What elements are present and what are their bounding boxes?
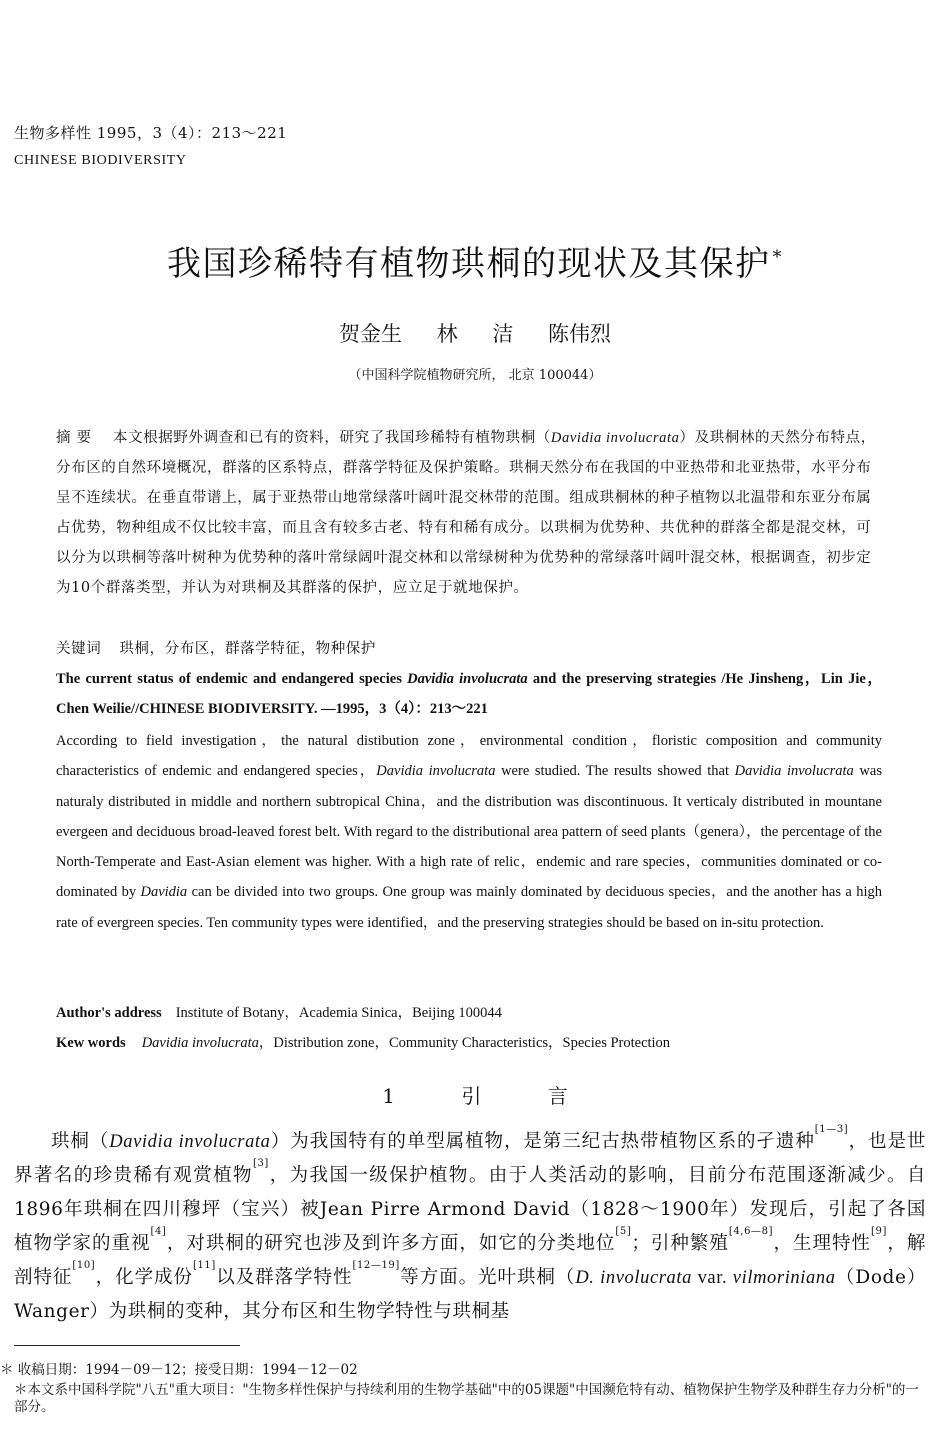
english-abstract-species1: Davidia involucrata xyxy=(376,763,496,780)
english-keywords-species: Davidia involucrata xyxy=(141,1035,259,1051)
section-title: 引 言 xyxy=(461,1084,568,1108)
journal-header: 生物多样性 1995，3（4）：213～221 xyxy=(14,124,288,142)
english-abstract-p1: According to field investigation，the natural distibution zone，environmental condition，floristic composition and community characteristics of endemic and endangered species， xyxy=(56,733,882,780)
intro-text: var. xyxy=(692,1268,733,1288)
intro-text: 以及群落学特性 xyxy=(215,1267,353,1288)
authors: 贺金生 林 洁 陈伟烈 xyxy=(338,322,612,346)
keywords-text: 珙桐，分布区，群落学特征，物种保护 xyxy=(119,641,377,657)
intro-species: D. involucrata xyxy=(575,1268,692,1288)
citation-ref: [10] xyxy=(72,1260,96,1271)
english-title-pre: The current status of endemic and endangered species xyxy=(56,671,408,687)
intro-text: ，生理特性 xyxy=(773,1233,872,1254)
abstract-species: Davidia involucrata xyxy=(550,430,680,446)
english-abstract-p4: can be divided into two groups. One group was mainly dominated by deciduous species，and the another has a high rate of evergreen species. Ten community types were identified，and the preserving strategies should be based on in-situ protection. xyxy=(56,884,882,931)
english-abstract-p2: were studied. The results showed that xyxy=(495,763,735,780)
section-number: 1 xyxy=(382,1084,395,1108)
intro-text: ，为我国一级保护植物。由于人类活动的影响，目前分布范围逐渐减少。自1896年珙桐在四川穆坪（宝兴）被Jean Pirre Armond David（1828～1900年）发现后，引起了各国植物学家的重视 xyxy=(14,1165,927,1254)
section-heading xyxy=(0,1080,950,1109)
author-address-text: Institute of Botany，Academia Sinica，Beijing 100044 xyxy=(175,1005,502,1021)
footnote-divider xyxy=(14,1345,240,1346)
english-abstract-species2: Davidia involucrata xyxy=(734,763,854,780)
intro-text: ）为我国特有的单型属植物，是第三纪古热带植物区系的孑遗种 xyxy=(270,1131,815,1152)
citation-ref: [1—3] xyxy=(814,1124,849,1135)
english-title-species: Davidia involucrata xyxy=(407,671,528,687)
english-abstract-p3: was naturaly distributed in middle and northern subtropical China，and the distribution was discontinuous. It verticaly distributed in mountane evergeen and deciduous broad-leaved forest belt. With regard to the distributional area pattern of seed plants（genera），the percentage of the North-Temperate and East-Asian element was higher. With a high rate of relic，endemic and rare species，communities dominated or co-dominated by xyxy=(56,763,882,901)
english-title xyxy=(56,664,882,724)
introduction-paragraph xyxy=(14,1125,926,1329)
citation-ref: [4] xyxy=(150,1226,167,1237)
english-abstract-species3: Davidia xyxy=(140,884,188,901)
keywords-label: 关键词 xyxy=(56,641,102,657)
footnote-received: ＊ 收稿日期：1994－09－12；接受日期：1994－12－02 xyxy=(0,1362,358,1378)
intro-text: ，对珙桐的研究也涉及到许多方面，如它的分类地位 xyxy=(166,1233,616,1254)
english-keywords-text: ，Distribution zone，Community Characteristics，Species Protection xyxy=(258,1035,671,1051)
keywords xyxy=(56,634,882,664)
citation-ref: [12—19] xyxy=(352,1260,400,1271)
title-text: 我国珍稀特有植物珙桐的现状及其保护 xyxy=(167,244,771,284)
intro-text: 珙桐（ xyxy=(51,1131,110,1152)
citation-ref: [5] xyxy=(615,1226,632,1237)
english-title-post: and the preserving strategies /He Jinsheng，Lin Jie，Chen Weilie//CHINESE BIODIVERSITY. —1995，3（4）：213～221 xyxy=(56,671,882,717)
journal-header-en: CHINESE BIODIVERSITY xyxy=(14,153,187,168)
intro-text: ；引种繁殖 xyxy=(631,1233,729,1254)
intro-species: vilmoriniana xyxy=(732,1268,836,1288)
abstract-text-post: ）及珙桐林的天然分布特点，分布区的自然环境概况，群落的区系特点，群落学特征及保护策略。珙桐天然分布在我国的中亚热带和北亚热带，水平分布呈不连续状。在垂直带谱上，属于亚热带山地常绿落叶阔叶混交林带的范围。组成珙桐林的种子植物以北温带和东亚分布属占优势，物种组成不仅比较丰富，而且含有较多古老、特有和稀有成分。以珙桐为优势种、共优种的群落全都是混交林，可以分为以珙桐等落叶树种为优势种的落叶常绿阔叶混交林和以常绿树种为优势种的常绿落叶阔叶混交林，根据调查，初步定为10个群落类型，并认为对珙桐及其群落的保护，应立足于就地保护。 xyxy=(56,430,876,596)
paper-title xyxy=(0,236,950,285)
author-address xyxy=(56,998,882,1028)
title-footnote-mark: * xyxy=(772,246,783,268)
abstract xyxy=(56,423,882,603)
abstract-label: 摘要 xyxy=(56,430,97,446)
author-address-label: Author's address xyxy=(56,1005,162,1021)
affiliation: （中国科学院植物研究所， 北京 100044） xyxy=(348,368,602,383)
abstract-text-pre: 本文根据野外调查和已有的资料，研究了我国珍稀特有植物珙桐（ xyxy=(113,430,551,446)
citation-ref: [9] xyxy=(871,1226,887,1237)
citation-ref: [11] xyxy=(192,1260,216,1271)
intro-text: ，解剖特征 xyxy=(14,1233,926,1288)
citation-ref: [3] xyxy=(252,1158,269,1169)
intro-text: ，也是世界著名的珍贵稀有观赏植物 xyxy=(14,1131,926,1186)
footnote-project: ＊本文系中国科学院"八五"重大项目："生物多样性保护与持续利用的生物学基础"中的05课题"中国濒危特有动、植物保护生物学及种群生存力分析"的一部分。 xyxy=(14,1382,919,1415)
intro-text: ，化学成份 xyxy=(95,1267,193,1288)
intro-text: 等方面。光叶珙桐（ xyxy=(399,1267,576,1288)
intro-text: （Dode）Wanger）为珙桐的变种，其分布区和生物学特性与珙桐基 xyxy=(14,1267,927,1322)
intro-species: Davidia involucrata xyxy=(109,1132,271,1152)
citation-ref: [4,6—8] xyxy=(728,1226,774,1237)
english-keywords xyxy=(56,1028,882,1058)
english-abstract xyxy=(56,726,882,938)
english-keywords-label: Kew words xyxy=(56,1035,126,1051)
